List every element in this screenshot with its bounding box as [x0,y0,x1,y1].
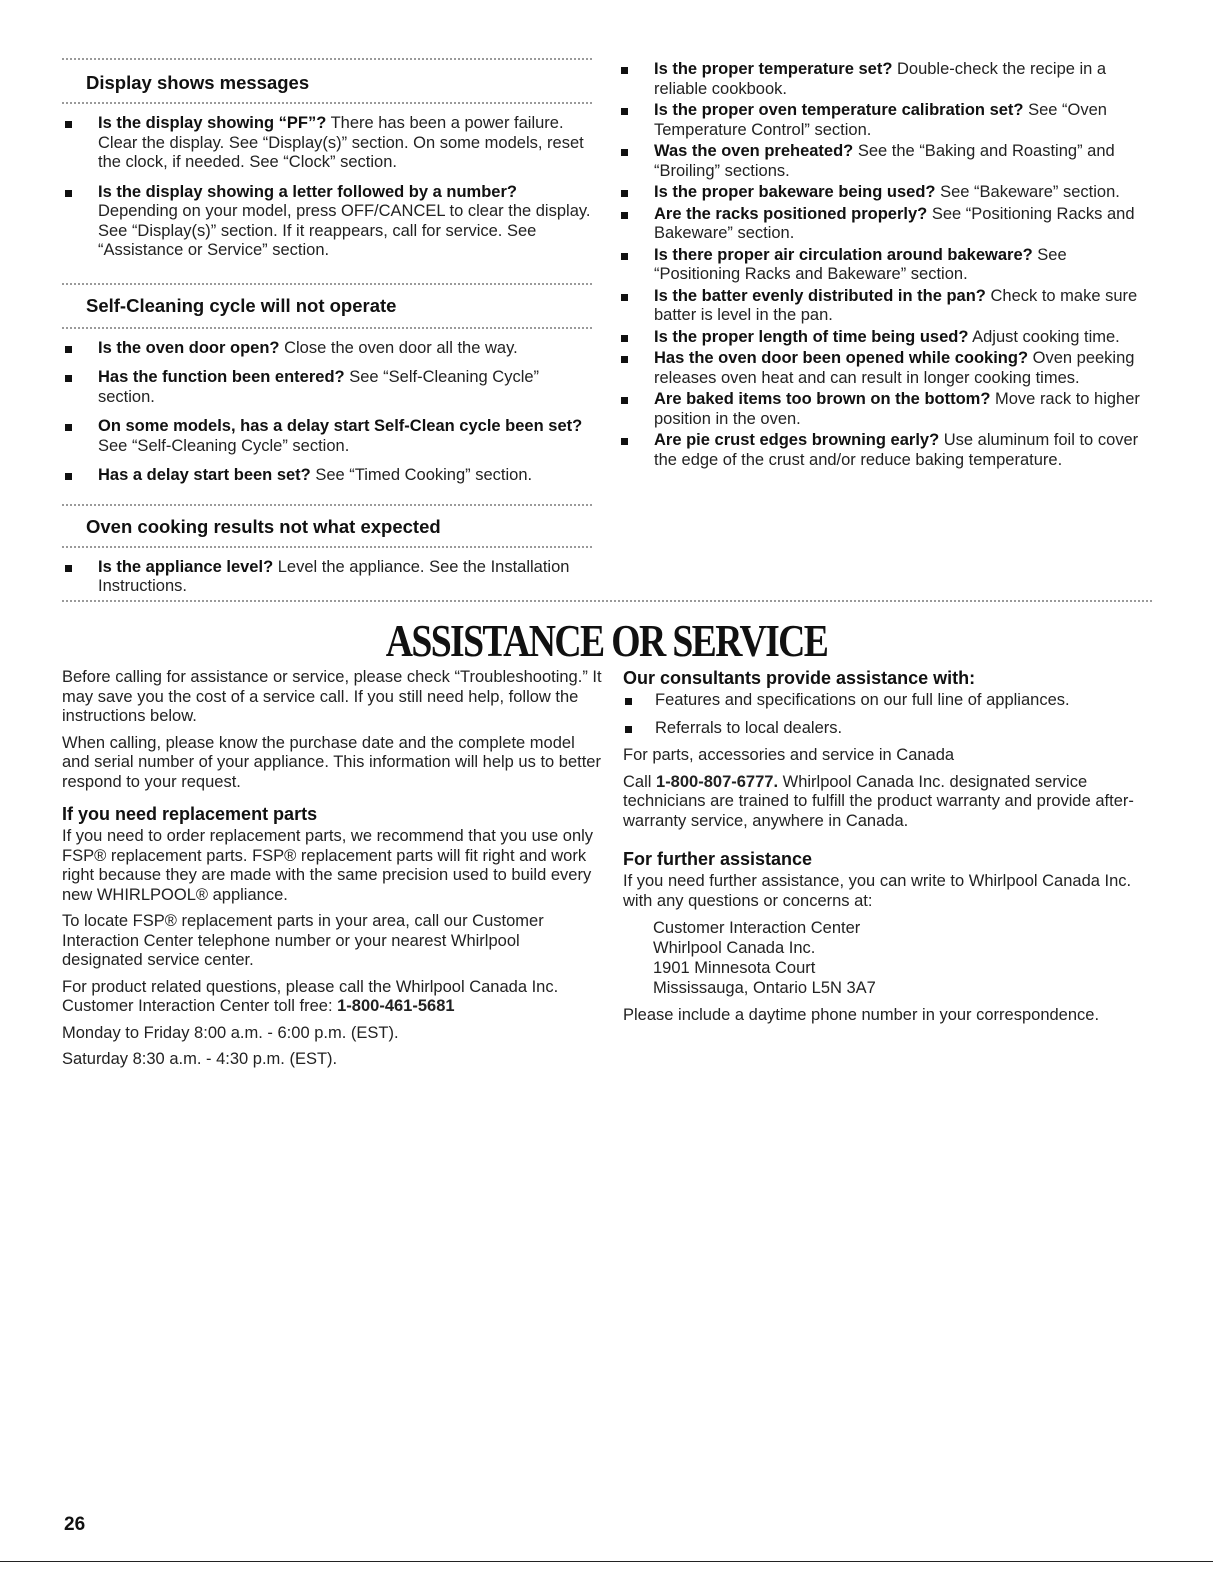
answer-text: Oven peeking releases oven heat and can result in longer cooking times. [654,349,1135,387]
question-text: On some models, has a delay start Self-Clean cycle been set? [98,417,583,435]
list-item [62,368,592,407]
list-item [618,205,1153,244]
bullet-list [62,114,592,261]
section-self-cleaning [62,283,592,486]
list-item [618,328,1153,348]
answer-text: See “Timed Cooking” section. [310,466,533,484]
intro-paragraph: When calling, please know the purchase date and the complete model and serial number of your appliance. This information will help us to better respond to your request. [62,733,601,791]
question-text: Has the oven door been opened while cooking? [654,349,1029,367]
bullet-list [62,558,592,597]
answer-text: See “Positioning Racks and Bakeware” section. [654,204,1135,242]
answer-text: There has been a power failure. Clear the display. See “Display(s)” section. On some models, reset the clock, if needed. See “Clock” section. [98,114,584,171]
list-item [618,101,1153,140]
question-text: Is the proper oven temperature calibration set? [654,101,1024,119]
troubleshooting-right-column [618,58,1153,470]
call-text: Whirlpool Canada Inc. designated service technicians are trained to fulfill the product warranty and provide after-warranty service, anywhere in Canada. [623,772,1134,830]
question-text: Is the proper bakeware being used? [654,183,936,201]
list-item [618,142,1153,181]
list-item [618,246,1153,285]
address-line: Whirlpool Canada Inc. [653,939,816,957]
section-title: Self-Cleaning cycle will not operate [86,294,397,316]
list-item [618,349,1153,388]
question-text: Is the proper length of time being used? [654,327,969,346]
product-questions-paragraph [62,978,602,1017]
list-item: Referrals to local dealers. [623,719,1153,739]
call-paragraph [623,773,1153,832]
answer-text: Use aluminum foil to cover the edge of the crust and/or reduce baking temperature. [654,431,1139,469]
page-title: ASSISTANCE OR SERVICE [385,615,828,666]
question-text: Is the display showing “PF”? [98,114,327,132]
divider [62,283,592,285]
answer-text: Level the appliance. See the Installation Instructions. [98,557,570,595]
section-title: Display shows messages [86,72,310,93]
list-item [62,114,592,173]
question-text: Has the function been entered? [98,368,345,386]
question-text: Is the appliance level? [98,557,274,576]
intro-paragraph: Before calling for assistance or service, please check “Troubleshooting.” It may save you the cost of a service call. If you still need help, follow the instructions below. [62,668,602,725]
further-assistance-heading: For further assistance [623,849,813,869]
answer-text: Move rack to higher position in the oven. [654,390,1140,428]
mailing-address [623,918,1153,998]
page-number: 26 [64,1514,86,1535]
list-item [618,390,1153,429]
list-item [618,287,1153,326]
call-prefix: Call [623,772,657,791]
replacement-parts-heading: If you need replacement parts [62,804,318,824]
hours-saturday: Saturday 8:30 a.m. - 4:30 p.m. (EST). [62,1050,338,1068]
answer-text: Close the oven door all the way. [279,338,518,357]
list-item [62,466,592,486]
divider [62,102,592,104]
answer-text: Depending on your model, press OFF/CANCEL to clear the display. See “Display(s)” section. If it reappears, call for service. See “Assistance or Service” section. [98,202,591,259]
answer-text: Check to make sure batter is level in the pan. [654,286,1138,324]
answer-text: See “Bakeware” section. [935,183,1120,201]
answer-text: See “Self-Cleaning Cycle” section. [98,368,540,406]
answer-text: See “Self-Cleaning Cycle” section. [98,436,350,455]
address-line: Customer Interaction Center [653,919,861,937]
question-text: Are pie crust edges browning early? [654,431,940,449]
further-paragraph: If you need further assistance, you can write to Whirlpool Canada Inc. with any questions or concerns at: [623,872,1132,910]
consultants-heading: Our consultants provide assistance with: [623,668,976,688]
question-text: Is the display showing a letter followed by a number? [98,182,517,201]
closing-paragraph: Please include a daytime phone number in your correspondence. [623,1006,1100,1024]
list-item [618,183,1153,203]
bullet-list [618,60,1153,470]
question-text: Was the oven preheated? [654,142,854,160]
troubleshooting-left-column [62,58,592,609]
assistance-right-column [623,668,1153,1033]
divider [62,546,592,548]
section-display-messages [62,58,592,261]
product-questions-text: For product related questions, please call the Whirlpool Canada Inc. Customer Interaction Center toll free: [62,977,559,1015]
question-text: Are the racks positioned properly? [654,204,928,223]
divider [62,504,592,506]
list-item [62,339,592,359]
answer-text: See “Positioning Racks and Bakeware” section. [654,245,1067,283]
section-cooking-results [62,504,592,597]
list-item [62,183,592,261]
address-line: Mississauga, Ontario L5N 3A7 [653,979,876,997]
answer-text: Double-check the recipe in a reliable cookbook. [654,60,1107,98]
phone-number: 1-800-461-5681 [337,997,455,1015]
list-item [618,60,1153,99]
list-item [62,558,592,597]
divider [62,58,592,60]
parts-paragraph: To locate FSP® replacement parts in your area, call our Customer Interaction Center telephone number or your nearest Whirlpool designated service center. [62,912,544,969]
phone-number: 1-800-807-6777. [656,772,779,791]
list-item [62,417,592,456]
canada-parts-line: For parts, accessories and service in Canada [623,746,955,764]
answer-text: Adjust cooking time. [968,327,1120,346]
bullet-list [62,339,592,486]
answer-text: See “Oven Temperature Control” section. [654,101,1107,139]
question-text: Has a delay start been set? [98,466,311,484]
section-title: Oven cooking results not what expected [86,515,441,537]
divider [62,327,592,329]
hours-weekday: Monday to Friday 8:00 a.m. - 6:00 p.m. (EST). [62,1023,399,1042]
question-text: Is the oven door open? [98,338,280,357]
list-item: Features and specifications on our full line of appliances. [623,691,1153,711]
assistance-left-column [62,668,602,1077]
bottom-rule [0,1561,1213,1562]
address-line: 1901 Minnesota Court [653,959,816,977]
question-text: Is there proper air circulation around bakeware? [654,245,1033,264]
question-text: Are baked items too brown on the bottom? [654,390,991,408]
section-divider [62,600,1152,602]
answer-text: See the “Baking and Roasting” and “Broiling” sections. [654,142,1115,180]
question-text: Is the batter evenly distributed in the pan? [654,286,986,305]
list-item [618,431,1153,470]
question-text: Is the proper temperature set? [654,60,893,78]
parts-paragraph: If you need to order replacement parts, we recommend that you use only FSP® replacement parts. FSP® replacement parts will fit right and work right because they are made with the same precision used to build every new WHIRLPOOL® appliance. [62,827,594,904]
